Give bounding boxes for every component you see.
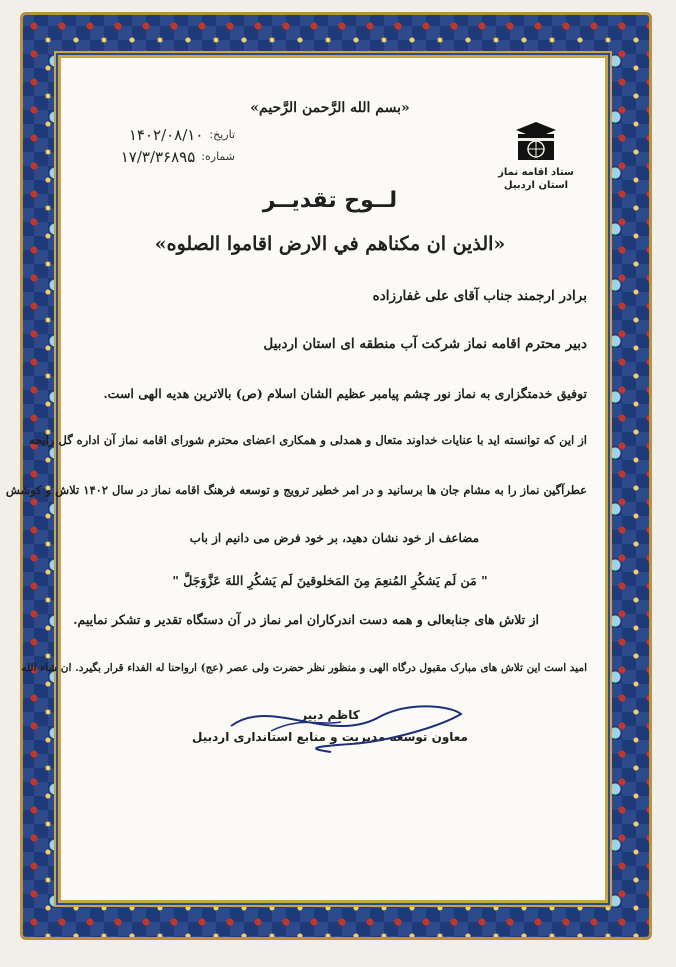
date-value: ۱۴۰۲/۰۸/۱۰: [128, 126, 204, 144]
recipient-line: برادر ارجمند جناب آقای علی غفارزاده: [372, 288, 587, 304]
bismillah-heading: «بسم الله الرَّحمن الرَّحیم»: [250, 100, 410, 116]
number-label: شماره:: [201, 150, 235, 163]
body-line-1: توفیق خدمتگزاری به نماز نور چشم پیامبر عظیم الشان اسلام (ص) بالاترین هدیه الهی است.: [103, 386, 587, 401]
letter-meta: [75, 124, 235, 168]
body-line-5: از تلاش های جنابعالی و همه دست اندرکاران امر نماز در آن دستگاه تقدیر و تشکر نماییم.: [73, 612, 539, 627]
signer-name: کاظم دبیر: [300, 708, 360, 722]
date-row: [75, 124, 235, 146]
signer-title: معاون توسعه مدیریت و منابع استانداری اردبیل: [192, 730, 468, 744]
body-line-6: امید است این تلاش های مبارک مقبول درگاه الهی و منظور نظر حضرت ولی عصر (عج) ارواحنا له الفداء قرار بگیرد. ان شاء الله: [21, 662, 587, 674]
number-value: ۱۷/۳/۳۶۸۹۵: [120, 148, 196, 166]
hadith-quote: " مَن لَم یَشکُرِ المُنعِمَ مِنَ المَخلوقینَ لَم یَشکُرِ اللهَ عَزَّوَجَلَّ ": [172, 573, 488, 588]
kaaba-icon: [512, 118, 560, 166]
certificate-title: لــوح تقديــر: [262, 188, 398, 213]
body-line-4: مضاعف از خود نشان دهید، بر خود فرض می دانیم از باب: [189, 531, 479, 545]
organization-logo: [491, 118, 581, 192]
body-line-3: عطرآگین نماز را به مشام جان ها برسانید و در امر خطیر ترویج و توسعه فرهنگ اقامه نماز در سال ۱۴۰۲ تلاش و کوشش: [5, 483, 587, 497]
logo-line-2: استان اردبیل: [503, 180, 569, 191]
logo-line-1: ستاد اقامه نماز: [498, 167, 574, 178]
body-line-2: از این که توانسته اید با عنایات خداوند متعال و همدلی و همکاری اعضای محترم شورای اقامه نماز آن اداره گل رایحه: [28, 433, 587, 447]
position-line: دبیر محترم اقامه نماز شرکت آب منطقه ای استان اردبیل: [263, 336, 587, 352]
certificate-content: [5, 58, 599, 894]
date-label: تاریخ:: [209, 128, 235, 141]
quran-verse: «الذين ان مكناهم في الارض اقاموا الصلوه»: [154, 233, 506, 255]
number-row: [75, 146, 235, 168]
handwritten-signature-icon: [211, 686, 471, 756]
